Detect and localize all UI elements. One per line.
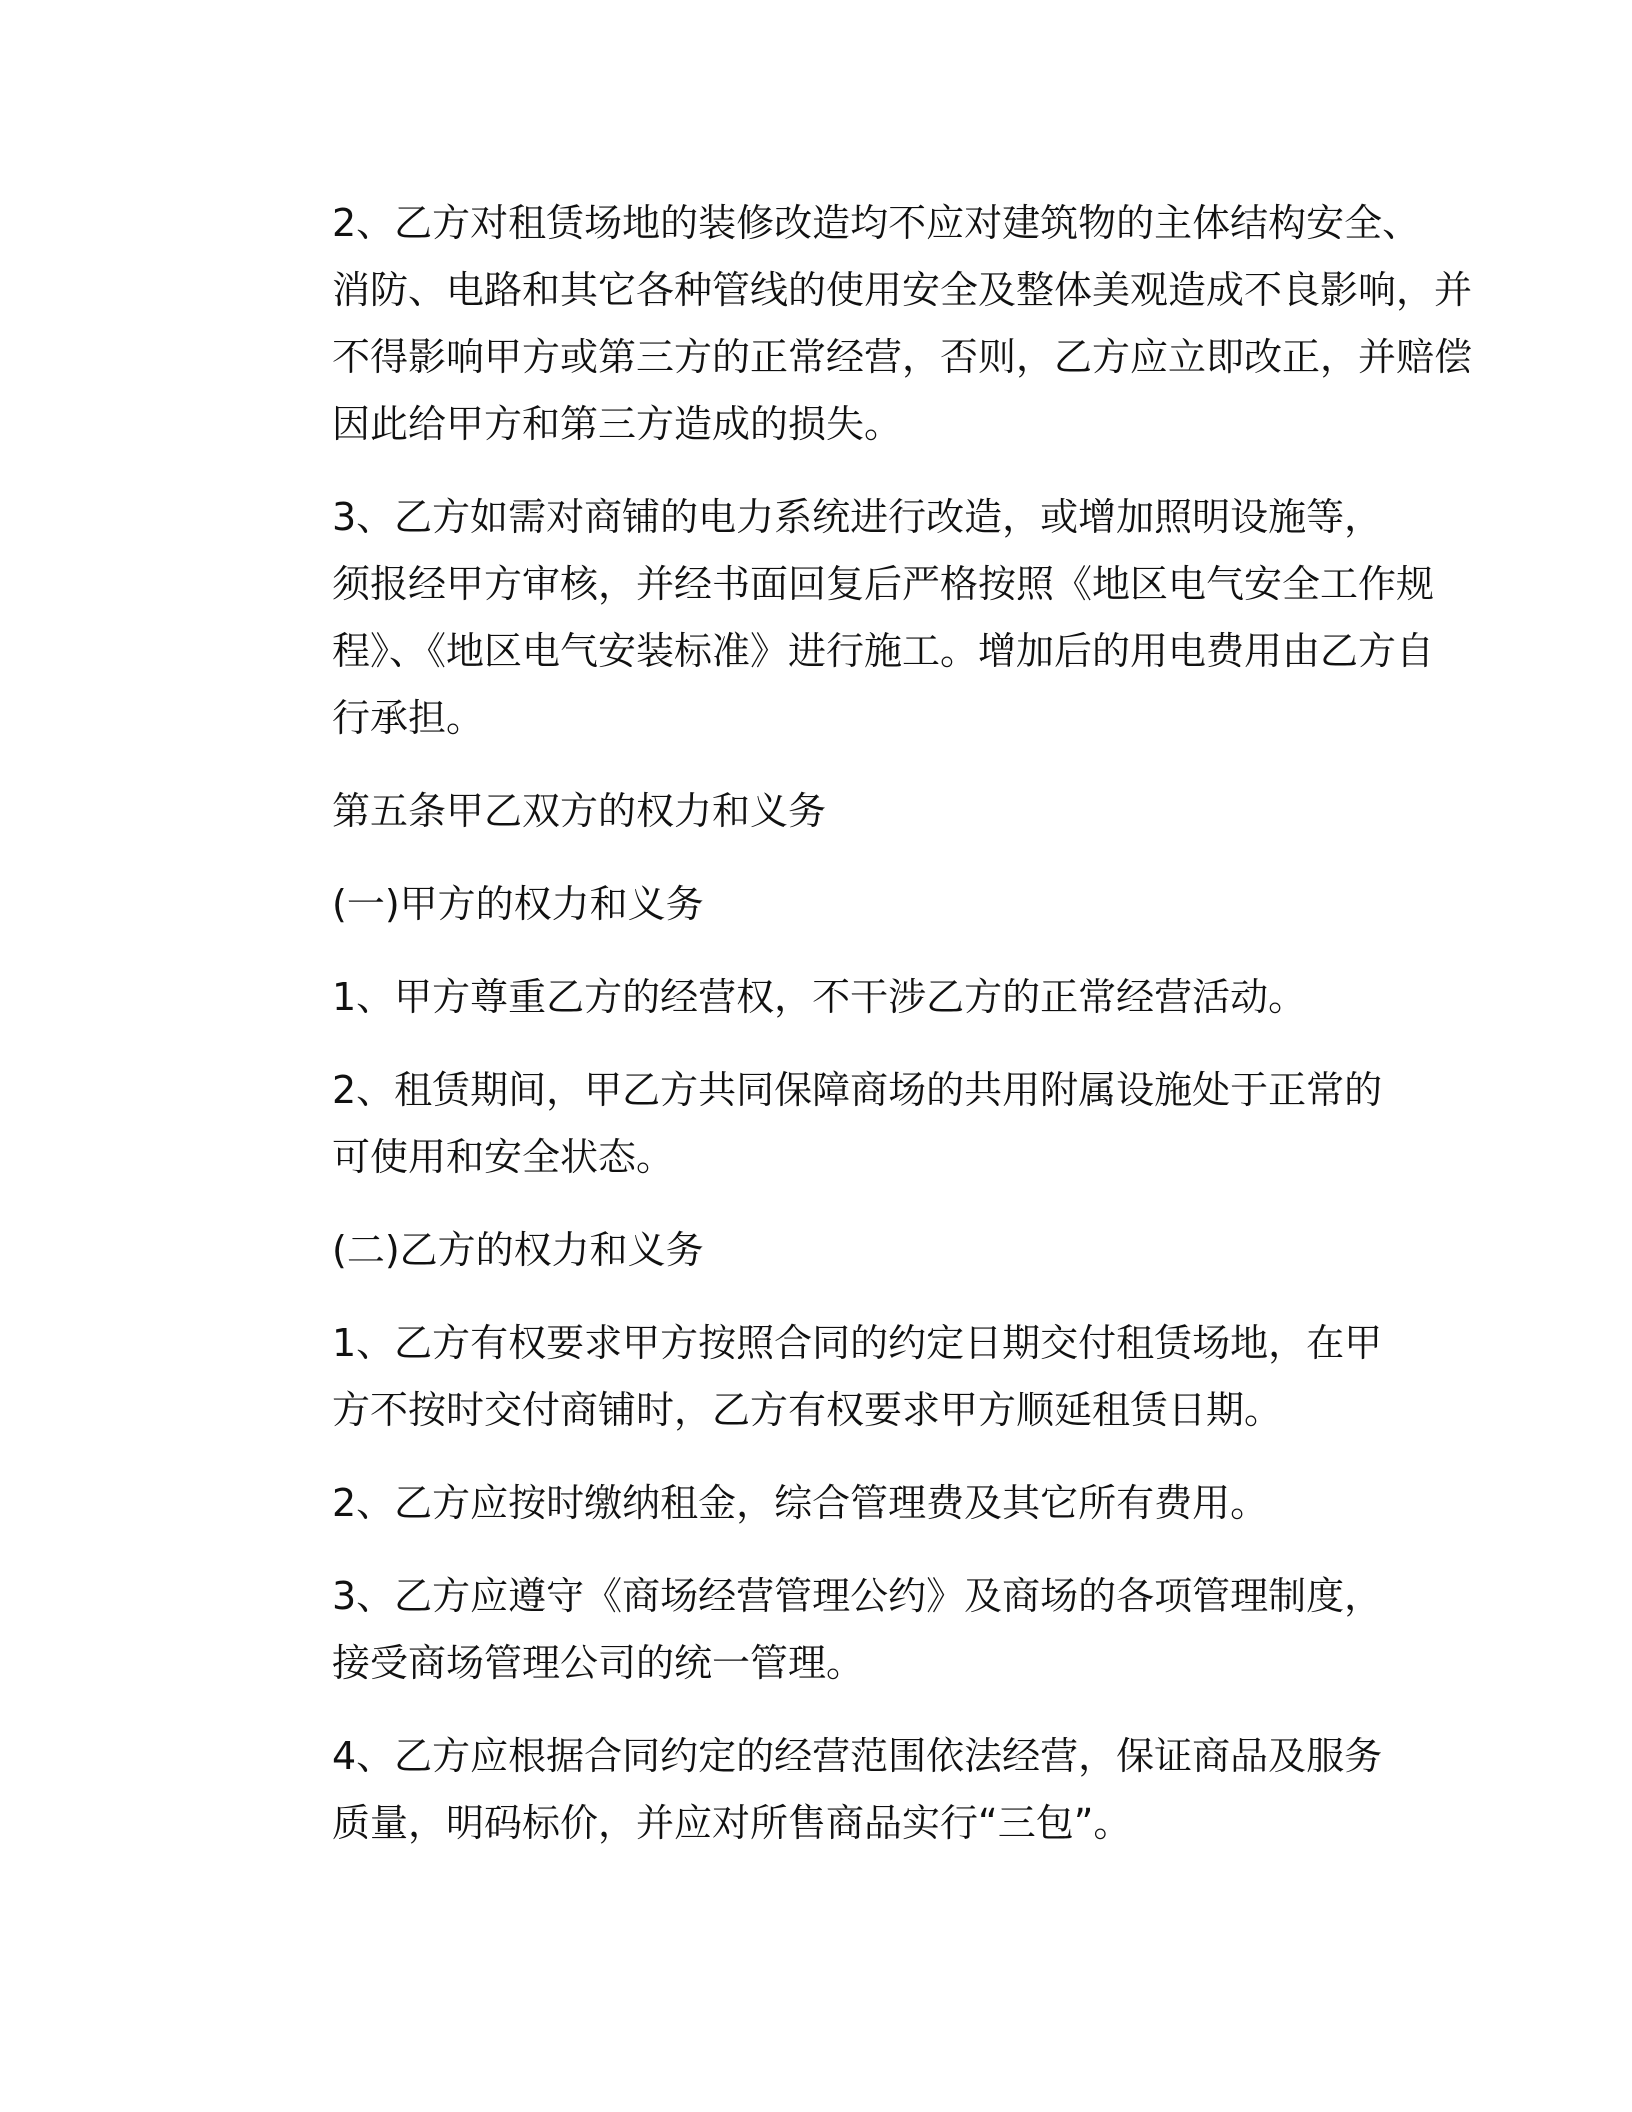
- text-line: 可使用和安全状态。: [332, 1135, 675, 1179]
- text-line: 4、乙方应根据合同约定的经营范围依法经营，保证商品及服务: [332, 1734, 1383, 1778]
- text-line: (一)甲方的权力和义务: [332, 882, 704, 926]
- paragraph-party-b-item-4: [238, 1723, 1418, 1857]
- section-party-b-heading: [238, 1217, 1418, 1284]
- text-line: 方不按时交付商铺时，乙方有权要求甲方顺延租赁日期。: [332, 1388, 1283, 1432]
- text-line: 3、乙方应遵守《商场经营管理公约》及商场的各项管理制度，: [332, 1574, 1383, 1618]
- paragraph-clause-3-electrical: [238, 484, 1435, 752]
- text-line: 质量，明码标价，并应对所售商品实行“三包”。: [332, 1801, 1132, 1845]
- text-line: 程》、《地区电气安装标准》进行施工。增加后的用电费用由乙方自: [332, 629, 1435, 673]
- document-page: [238, 190, 1473, 1883]
- text-line: 2、租赁期间，甲乙方共同保障商场的共用附属设施处于正常的: [332, 1068, 1383, 1112]
- section-party-a-heading: [238, 871, 1418, 938]
- text-line: 行承担。: [332, 696, 485, 740]
- text-line: 因此给甲方和第三方造成的损失。: [332, 402, 903, 446]
- paragraph-party-b-item-3: [238, 1563, 1418, 1697]
- text-line: 1、乙方有权要求甲方按照合同的约定日期交付租赁场地，在甲: [332, 1321, 1383, 1365]
- text-line: 第五条甲乙双方的权力和义务: [332, 789, 827, 833]
- article-5-heading: [238, 778, 1418, 845]
- paragraph-party-b-item-1: [238, 1310, 1418, 1444]
- text-line: 接受商场管理公司的统一管理。: [332, 1641, 865, 1685]
- text-line: (二)乙方的权力和义务: [332, 1228, 704, 1272]
- text-line: 不得影响甲方或第三方的正常经营，否则，乙方应立即改正，并赔偿: [332, 335, 1473, 379]
- text-line: 2、乙方应按时缴纳租金，综合管理费及其它所有费用。: [332, 1481, 1269, 1525]
- paragraph-party-b-item-2: [238, 1470, 1418, 1537]
- paragraph-party-a-item-1: [238, 964, 1418, 1031]
- paragraph-party-a-item-2: [238, 1057, 1418, 1191]
- text-line: 3、乙方如需对商铺的电力系统进行改造，或增加照明设施等，: [332, 495, 1383, 539]
- text-line: 1、甲方尊重乙方的经营权，不干涉乙方的正常经营活动。: [332, 975, 1307, 1019]
- text-line: 须报经甲方审核，并经书面回复后严格按照《地区电气安全工作规: [332, 562, 1435, 606]
- text-line: 2、乙方对租赁场地的装修改造均不应对建筑物的主体结构安全、: [332, 201, 1421, 245]
- text-line: 消防、电路和其它各种管线的使用安全及整体美观造成不良影响，并: [332, 268, 1473, 312]
- paragraph-clause-2-renovation: [238, 190, 1473, 458]
